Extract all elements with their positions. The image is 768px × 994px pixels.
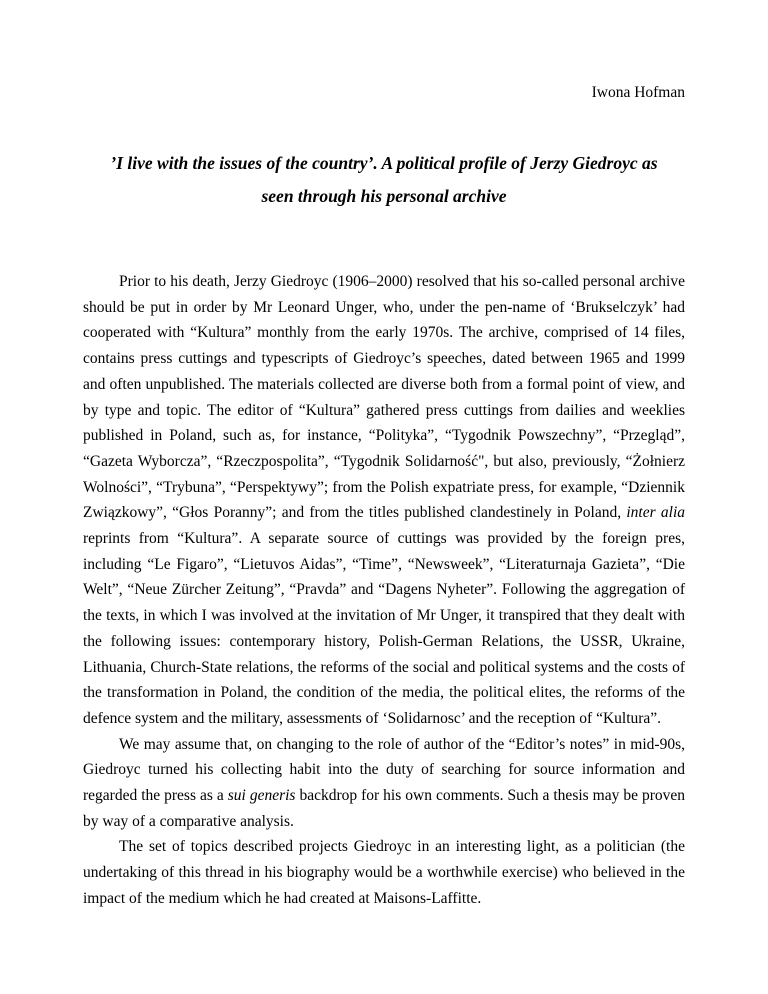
paragraph-1-italic: inter alia bbox=[626, 504, 686, 522]
paragraph-2-part-a: We may assume that, on changing to the role of author of the “Editor’s notes” in mid-90s, Giedroyc turned his collecting habit into the duty of searching for source information and regarded the press as a bbox=[83, 735, 685, 805]
paragraph-1-part-b: reprints from “Kultura”. A separate source of cuttings was provided by the foreign pres, including “Le Figaro”, “Lietuvos Aidas”, “Time”, “Newsweek”, “Literaturnaja Gazieta”, “Die Welt”, “Neue Zürcher Zeitung”, “Pravda” and “Dagens Nyheter”. Following the aggregation of the texts, in which I was involved at the invitation of Mr Unger, it transpired that they dealt with the following issues: contemporary history, Polish-German Relations, the USSR, Ukraine, Lithuania, Church-State relations, the reforms of the social and political systems and the costs of the transformation in Poland, the condition of the media, the political elites, the reforms of the defence system and the military, assessments of ‘Solidarnosc’ and the reception of “Kultura”. bbox=[83, 530, 685, 727]
title-line-2: seen through his personal archive bbox=[261, 186, 507, 206]
title-line-1: ’I live with the issues of the country’. A political profile of Jerzy Giedroyc as bbox=[110, 153, 658, 173]
body-text bbox=[83, 269, 685, 912]
paragraph-3: The set of topics described projects Giedroyc in an interesting light, as a politician (the undertaking of this thread in his biography would be a worthwhile exercise) who believed in the impact of the medium which he had created at Maisons-Laffitte. bbox=[83, 838, 685, 907]
paragraph-2-italic: sui generis bbox=[227, 787, 296, 805]
paragraph-1 bbox=[83, 269, 685, 732]
paper-title bbox=[60, 147, 708, 213]
paragraph-2 bbox=[83, 732, 685, 835]
paragraph-1-part-a: Prior to his death, Jerzy Giedroyc (1906–2000) resolved that his so-called personal archive should be put in order by Mr Leonard Unger, who, under the pen-name of ‘Brukselczyk’ had cooperated with “Kultura” monthly from the early 1970s. The archive, comprised of 14 files, contains press cuttings and typescripts of Giedroyc’s speeches, dated between 1965 and 1999 and often unpublished. The materials collected are diverse both from a formal point of view, and by type and topic. The editor of “Kultura” gathered press cuttings from dailies and weeklies published in Poland, such as, for instance, “Polityka”, “Tygodnik Powszechny”, “Przegląd”, “Gazeta Wyborcza”, “Rzeczpospolita”, “Tygodnik Solidarność", but also, previously, “Żołnierz Wolności”, “Trybuna”, “Perspektywy”; from the Polish expatriate press, for example, “Dziennik Związkowy”, “Głos Poranny”; and from the titles published clandestinely in Poland, bbox=[83, 273, 685, 522]
paragraph-2-part-b: backdrop for his own comments. Such a thesis may be proven by way of a comparative analysis. bbox=[83, 787, 686, 830]
author-name: Iwona Hofman bbox=[591, 84, 685, 101]
